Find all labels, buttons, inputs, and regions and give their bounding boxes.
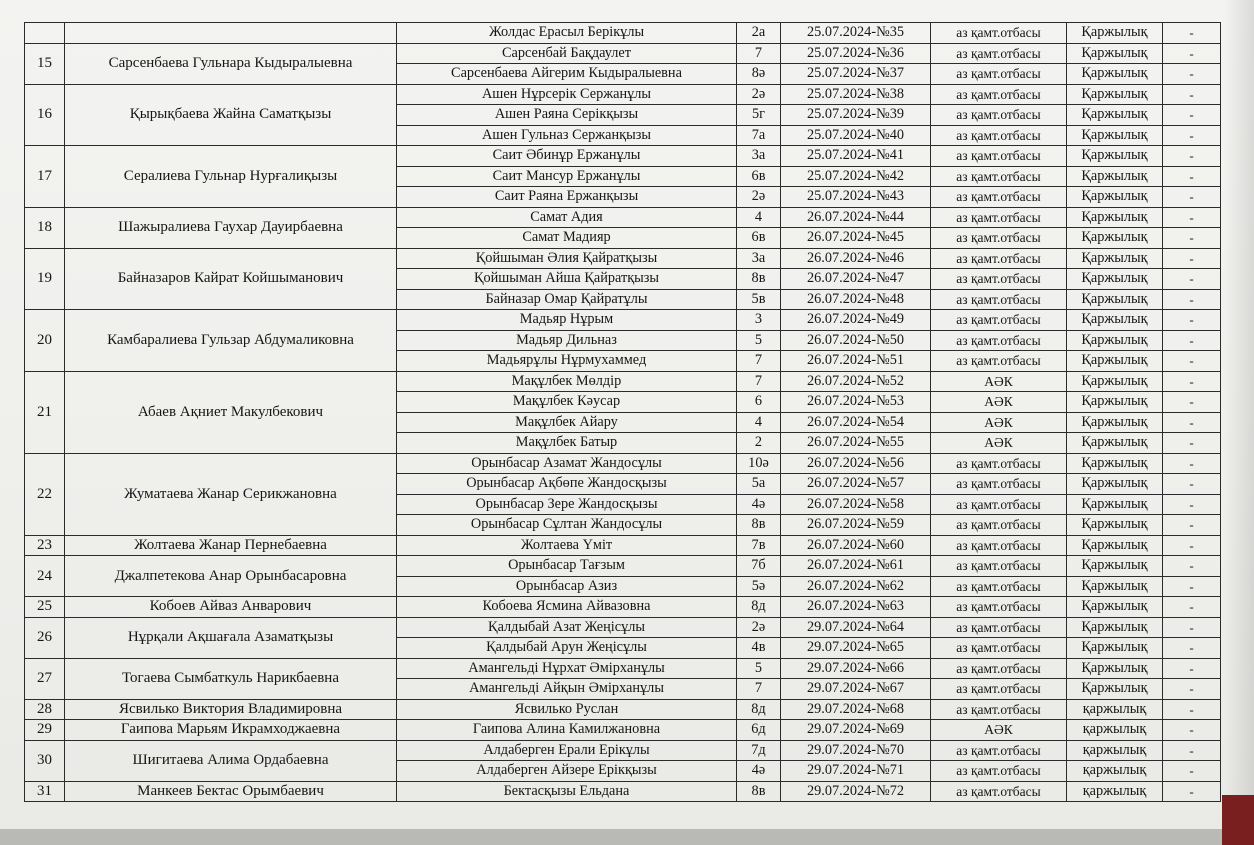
child-name-cell: Ашен Нұрсерік Сержанұлы [397,84,737,105]
support-type-cell: Қаржылық [1067,515,1163,536]
category-cell: аз қамт.отбасы [931,207,1067,228]
category-cell: аз қамт.отбасы [931,535,1067,556]
parent-name-cell: Сарсенбаева Гульнара Кыдыралыевна [65,43,397,84]
category-cell: аз қамт.отбасы [931,761,1067,782]
table-row [25,310,1221,331]
note-cell: - [1163,125,1221,146]
note-cell: - [1163,146,1221,167]
parent-name-cell: Қырықбаева Жайна Саматқызы [65,84,397,146]
note-cell: - [1163,269,1221,290]
support-type-cell: Қаржылық [1067,248,1163,269]
decision-cell: 29.07.2024-№71 [781,761,931,782]
corner-stripe [1222,795,1254,845]
table-row [25,617,1221,638]
category-cell: аз қамт.отбасы [931,556,1067,577]
parent-name-cell: Абаев Ақниет Макулбекович [65,371,397,453]
grade-cell: 4ә [737,761,781,782]
grade-cell: 8в [737,269,781,290]
child-name-cell: Бектасқызы Ельдана [397,781,737,802]
row-number-cell: 15 [25,43,65,84]
grade-cell: 3а [737,146,781,167]
note-cell: - [1163,617,1221,638]
child-name-cell: Орынбасар Ақбөпе Жандосқызы [397,474,737,495]
support-type-cell: қаржылық [1067,740,1163,761]
note-cell: - [1163,207,1221,228]
category-cell: аз қамт.отбасы [931,699,1067,720]
grade-cell: 5 [737,658,781,679]
note-cell: - [1163,658,1221,679]
child-name-cell: Кобоева Ясмина Айвазовна [397,597,737,618]
note-cell: - [1163,494,1221,515]
child-name-cell: Орынбасар Зере Жандосқызы [397,494,737,515]
support-type-cell: Қаржылық [1067,310,1163,331]
child-name-cell: Қойшыман Әлия Қайратқызы [397,248,737,269]
note-cell: - [1163,310,1221,331]
grade-cell: 8д [737,699,781,720]
category-cell: АӘК [931,720,1067,741]
parent-name-cell: Камбаралиева Гульзар Абдумаликовна [65,310,397,372]
table-row [25,720,1221,741]
category-cell: АӘК [931,412,1067,433]
grade-cell: 2ә [737,187,781,208]
row-number-cell: 22 [25,453,65,535]
decision-cell: 26.07.2024-№57 [781,474,931,495]
row-number-cell: 24 [25,556,65,597]
child-name-cell: Самат Адия [397,207,737,228]
child-name-cell: Мақұлбек Батыр [397,433,737,454]
child-name-cell: Орынбасар Азиз [397,576,737,597]
note-cell: - [1163,679,1221,700]
support-type-cell: Қаржылық [1067,638,1163,659]
grade-cell: 6в [737,228,781,249]
category-cell: аз қамт.отбасы [931,105,1067,126]
decision-cell: 25.07.2024-№35 [781,23,931,44]
parent-name-cell: Жуматаева Жанар Серикжановна [65,453,397,535]
support-type-cell: Қаржылық [1067,23,1163,44]
row-number-cell: 23 [25,535,65,556]
decision-cell: 26.07.2024-№60 [781,535,931,556]
category-cell: аз қамт.отбасы [931,187,1067,208]
child-name-cell: Ашен Раяна Серікқызы [397,105,737,126]
grade-cell: 2 [737,433,781,454]
note-cell: - [1163,453,1221,474]
decision-cell: 26.07.2024-№56 [781,453,931,474]
decision-cell: 29.07.2024-№72 [781,781,931,802]
grade-cell: 8д [737,597,781,618]
decision-cell: 29.07.2024-№66 [781,658,931,679]
decision-cell: 26.07.2024-№49 [781,310,931,331]
decision-cell: 26.07.2024-№55 [781,433,931,454]
category-cell: аз қамт.отбасы [931,679,1067,700]
support-type-cell: Қаржылық [1067,597,1163,618]
note-cell: - [1163,781,1221,802]
child-name-cell: Алдаберген Ерали Ерікұлы [397,740,737,761]
category-cell: аз қамт.отбасы [931,740,1067,761]
decision-cell: 26.07.2024-№52 [781,371,931,392]
row-number-cell: 20 [25,310,65,372]
child-name-cell: Алдаберген Айзере Ерікқызы [397,761,737,782]
support-type-cell: Қаржылық [1067,371,1163,392]
parent-name-cell: Манкеев Бектас Орымбаевич [65,781,397,802]
parent-name-cell [65,23,397,44]
note-cell: - [1163,474,1221,495]
row-number-cell [25,23,65,44]
note-cell: - [1163,638,1221,659]
row-number-cell: 26 [25,617,65,658]
decision-cell: 29.07.2024-№69 [781,720,931,741]
support-type-cell: Қаржылық [1067,146,1163,167]
support-type-cell: Қаржылық [1067,453,1163,474]
grade-cell: 10ә [737,453,781,474]
category-cell: аз қамт.отбасы [931,351,1067,372]
grade-cell: 7 [737,679,781,700]
category-cell: АӘК [931,433,1067,454]
table-row [25,658,1221,679]
parent-name-cell: Сералиева Гульнар Нурғалиқызы [65,146,397,208]
note-cell: - [1163,556,1221,577]
grade-cell: 8ә [737,64,781,85]
row-number-cell: 17 [25,146,65,208]
note-cell: - [1163,761,1221,782]
row-number-cell: 28 [25,699,65,720]
support-type-cell: Қаржылық [1067,84,1163,105]
table-row [25,453,1221,474]
category-cell: аз қамт.отбасы [931,453,1067,474]
support-type-cell: Қаржылық [1067,412,1163,433]
support-type-cell: Қаржылық [1067,494,1163,515]
grade-cell: 7 [737,43,781,64]
table-row [25,535,1221,556]
support-type-cell: Қаржылық [1067,351,1163,372]
child-name-cell: Амангельді Айқын Әмірханұлы [397,679,737,700]
category-cell: АӘК [931,392,1067,413]
note-cell: - [1163,23,1221,44]
child-name-cell: Гаипова Алина Камилжановна [397,720,737,741]
grade-cell: 8в [737,781,781,802]
decision-cell: 26.07.2024-№46 [781,248,931,269]
support-type-cell: Қаржылық [1067,43,1163,64]
decision-cell: 29.07.2024-№67 [781,679,931,700]
note-cell: - [1163,576,1221,597]
category-cell: аз қамт.отбасы [931,330,1067,351]
decision-cell: 26.07.2024-№53 [781,392,931,413]
category-cell: аз қамт.отбасы [931,658,1067,679]
grade-cell: 2а [737,23,781,44]
child-name-cell: Мақұлбек Мөлдір [397,371,737,392]
support-type-cell: Қаржылық [1067,125,1163,146]
child-name-cell: Жолдас Ерасыл Берікұлы [397,23,737,44]
decision-cell: 25.07.2024-№43 [781,187,931,208]
note-cell: - [1163,330,1221,351]
child-name-cell: Сарсенбаева Айгерим Кыдыралыевна [397,64,737,85]
grade-cell: 4в [737,638,781,659]
child-name-cell: Саит Мансур Ержанұлы [397,166,737,187]
child-name-cell: Мақұлбек Кәусар [397,392,737,413]
decision-cell: 26.07.2024-№51 [781,351,931,372]
category-cell: аз қамт.отбасы [931,515,1067,536]
table-row [25,371,1221,392]
row-number-cell: 25 [25,597,65,618]
table-row [25,556,1221,577]
note-cell: - [1163,392,1221,413]
note-cell: - [1163,412,1221,433]
grade-cell: 5а [737,474,781,495]
grade-cell: 5г [737,105,781,126]
note-cell: - [1163,84,1221,105]
grade-cell: 2ә [737,84,781,105]
support-type-cell: қаржылық [1067,781,1163,802]
parent-name-cell: Шигитаева Алима Ордабаевна [65,740,397,781]
parent-name-cell: Байназаров Кайрат Койшыманович [65,248,397,310]
child-name-cell: Мадьяр Нұрым [397,310,737,331]
child-name-cell: Ясвилько Руслан [397,699,737,720]
category-cell: аз қамт.отбасы [931,269,1067,290]
support-type-cell: Қаржылық [1067,556,1163,577]
decision-cell: 26.07.2024-№54 [781,412,931,433]
row-number-cell: 16 [25,84,65,146]
support-type-cell: Қаржылық [1067,228,1163,249]
decision-cell: 26.07.2024-№61 [781,556,931,577]
support-type-cell: Қаржылық [1067,658,1163,679]
note-cell: - [1163,740,1221,761]
grade-cell: 7д [737,740,781,761]
grade-cell: 4ә [737,494,781,515]
grade-cell: 7 [737,351,781,372]
child-name-cell: Қалдыбай Азат Жеңісұлы [397,617,737,638]
parent-name-cell: Гаипова Марьям Икрамходжаевна [65,720,397,741]
category-cell: аз қамт.отбасы [931,64,1067,85]
parent-name-cell: Тогаева Сымбаткуль Нарикбаевна [65,658,397,699]
row-number-cell: 31 [25,781,65,802]
grade-cell: 4 [737,412,781,433]
decision-cell: 29.07.2024-№70 [781,740,931,761]
grade-cell: 4 [737,207,781,228]
row-number-cell: 27 [25,658,65,699]
note-cell: - [1163,515,1221,536]
support-type-cell: Қаржылық [1067,679,1163,700]
decision-cell: 26.07.2024-№45 [781,228,931,249]
child-name-cell: Орынбасар Тағзым [397,556,737,577]
child-name-cell: Байназар Омар Қайратұлы [397,289,737,310]
support-type-cell: Қаржылық [1067,535,1163,556]
category-cell: аз қамт.отбасы [931,310,1067,331]
support-type-cell: қаржылық [1067,761,1163,782]
table-row [25,207,1221,228]
support-type-cell: Қаржылық [1067,289,1163,310]
note-cell: - [1163,166,1221,187]
support-type-cell: Қаржылық [1067,392,1163,413]
child-name-cell: Жолтаева Үміт [397,535,737,556]
support-type-cell: Қаржылық [1067,105,1163,126]
grade-cell: 5 [737,330,781,351]
child-name-cell: Самат Мадияр [397,228,737,249]
note-cell: - [1163,187,1221,208]
child-name-cell: Қойшыман Айша Қайратқызы [397,269,737,290]
category-cell: аз қамт.отбасы [931,228,1067,249]
note-cell: - [1163,720,1221,741]
decision-cell: 29.07.2024-№65 [781,638,931,659]
decision-cell: 25.07.2024-№36 [781,43,931,64]
table-row [25,43,1221,64]
grade-cell: 7б [737,556,781,577]
grade-cell: 7 [737,371,781,392]
decision-cell: 25.07.2024-№40 [781,125,931,146]
support-registry-table [24,22,1221,802]
category-cell: аз қамт.отбасы [931,84,1067,105]
table-row [25,146,1221,167]
decision-cell: 26.07.2024-№63 [781,597,931,618]
category-cell: аз қамт.отбасы [931,289,1067,310]
support-type-cell: Қаржылық [1067,187,1163,208]
parent-name-cell: Шажыралиева Гаухар Дауирбаевна [65,207,397,248]
support-type-cell: Қаржылық [1067,330,1163,351]
support-type-cell: қаржылық [1067,720,1163,741]
note-cell: - [1163,535,1221,556]
row-number-cell: 18 [25,207,65,248]
table-row [25,23,1221,44]
child-name-cell: Ашен Гульназ Сержанқызы [397,125,737,146]
note-cell: - [1163,433,1221,454]
parent-name-cell: Джалпетекова Анар Орынбасаровна [65,556,397,597]
decision-cell: 26.07.2024-№47 [781,269,931,290]
table-row [25,699,1221,720]
support-type-cell: Қаржылық [1067,207,1163,228]
decision-cell: 25.07.2024-№38 [781,84,931,105]
category-cell: аз қамт.отбасы [931,494,1067,515]
decision-cell: 26.07.2024-№44 [781,207,931,228]
grade-cell: 3 [737,310,781,331]
grade-cell: 2ә [737,617,781,638]
category-cell: аз қамт.отбасы [931,248,1067,269]
note-cell: - [1163,289,1221,310]
support-type-cell: қаржылық [1067,699,1163,720]
note-cell: - [1163,351,1221,372]
category-cell: аз қамт.отбасы [931,146,1067,167]
parent-name-cell: Нұрқали Ақшағала Азаматқызы [65,617,397,658]
table-row [25,84,1221,105]
category-cell: АӘК [931,371,1067,392]
row-number-cell: 21 [25,371,65,453]
decision-cell: 26.07.2024-№58 [781,494,931,515]
parent-name-cell: Жолтаева Жанар Пернебаевна [65,535,397,556]
note-cell: - [1163,105,1221,126]
support-type-cell: Қаржылық [1067,166,1163,187]
grade-cell: 7а [737,125,781,146]
category-cell: аз қамт.отбасы [931,43,1067,64]
category-cell: аз қамт.отбасы [931,597,1067,618]
decision-cell: 29.07.2024-№68 [781,699,931,720]
support-type-cell: Қаржылық [1067,576,1163,597]
table-row [25,597,1221,618]
note-cell: - [1163,371,1221,392]
category-cell: аз қамт.отбасы [931,474,1067,495]
category-cell: аз қамт.отбасы [931,617,1067,638]
decision-cell: 26.07.2024-№59 [781,515,931,536]
note-cell: - [1163,248,1221,269]
child-name-cell: Мақұлбек Айару [397,412,737,433]
registry-body [25,23,1221,802]
grade-cell: 3а [737,248,781,269]
grade-cell: 6в [737,166,781,187]
grade-cell: 5ә [737,576,781,597]
note-cell: - [1163,597,1221,618]
support-type-cell: Қаржылық [1067,269,1163,290]
row-number-cell: 30 [25,740,65,781]
decision-cell: 25.07.2024-№39 [781,105,931,126]
support-type-cell: Қаржылық [1067,433,1163,454]
category-cell: аз қамт.отбасы [931,166,1067,187]
child-name-cell: Орынбасар Азамат Жандосұлы [397,453,737,474]
decision-cell: 26.07.2024-№62 [781,576,931,597]
decision-cell: 25.07.2024-№41 [781,146,931,167]
child-name-cell: Саит Раяна Ержанқызы [397,187,737,208]
child-name-cell: Мадьяр Дильназ [397,330,737,351]
category-cell: аз қамт.отбасы [931,23,1067,44]
category-cell: аз қамт.отбасы [931,781,1067,802]
grade-cell: 6д [737,720,781,741]
note-cell: - [1163,64,1221,85]
category-cell: аз қамт.отбасы [931,576,1067,597]
row-number-cell: 19 [25,248,65,310]
category-cell: аз қамт.отбасы [931,125,1067,146]
child-name-cell: Қалдыбай Арун Жеңісұлы [397,638,737,659]
grade-cell: 7в [737,535,781,556]
table-row [25,248,1221,269]
grade-cell: 5в [737,289,781,310]
page-bottom-shadow [0,829,1254,845]
parent-name-cell: Кобоев Айваз Анварович [65,597,397,618]
child-name-cell: Орынбасар Сұлтан Жандосұлы [397,515,737,536]
decision-cell: 25.07.2024-№37 [781,64,931,85]
child-name-cell: Мадьярұлы Нұрмухаммед [397,351,737,372]
child-name-cell: Сарсенбай Бақдаулет [397,43,737,64]
support-type-cell: Қаржылық [1067,474,1163,495]
row-number-cell: 29 [25,720,65,741]
support-type-cell: Қаржылық [1067,617,1163,638]
table-row [25,781,1221,802]
note-cell: - [1163,228,1221,249]
note-cell: - [1163,43,1221,64]
support-type-cell: Қаржылық [1067,64,1163,85]
note-cell: - [1163,699,1221,720]
decision-cell: 25.07.2024-№42 [781,166,931,187]
decision-cell: 29.07.2024-№64 [781,617,931,638]
parent-name-cell: Ясвилько Виктория Владимировна [65,699,397,720]
grade-cell: 6 [737,392,781,413]
decision-cell: 26.07.2024-№50 [781,330,931,351]
grade-cell: 8в [737,515,781,536]
category-cell: аз қамт.отбасы [931,638,1067,659]
child-name-cell: Саит Әбинұр Ержанұлы [397,146,737,167]
page-edge-shadow [1224,0,1254,845]
table-row [25,740,1221,761]
decision-cell: 26.07.2024-№48 [781,289,931,310]
child-name-cell: Амангельді Нұрхат Әмірханұлы [397,658,737,679]
